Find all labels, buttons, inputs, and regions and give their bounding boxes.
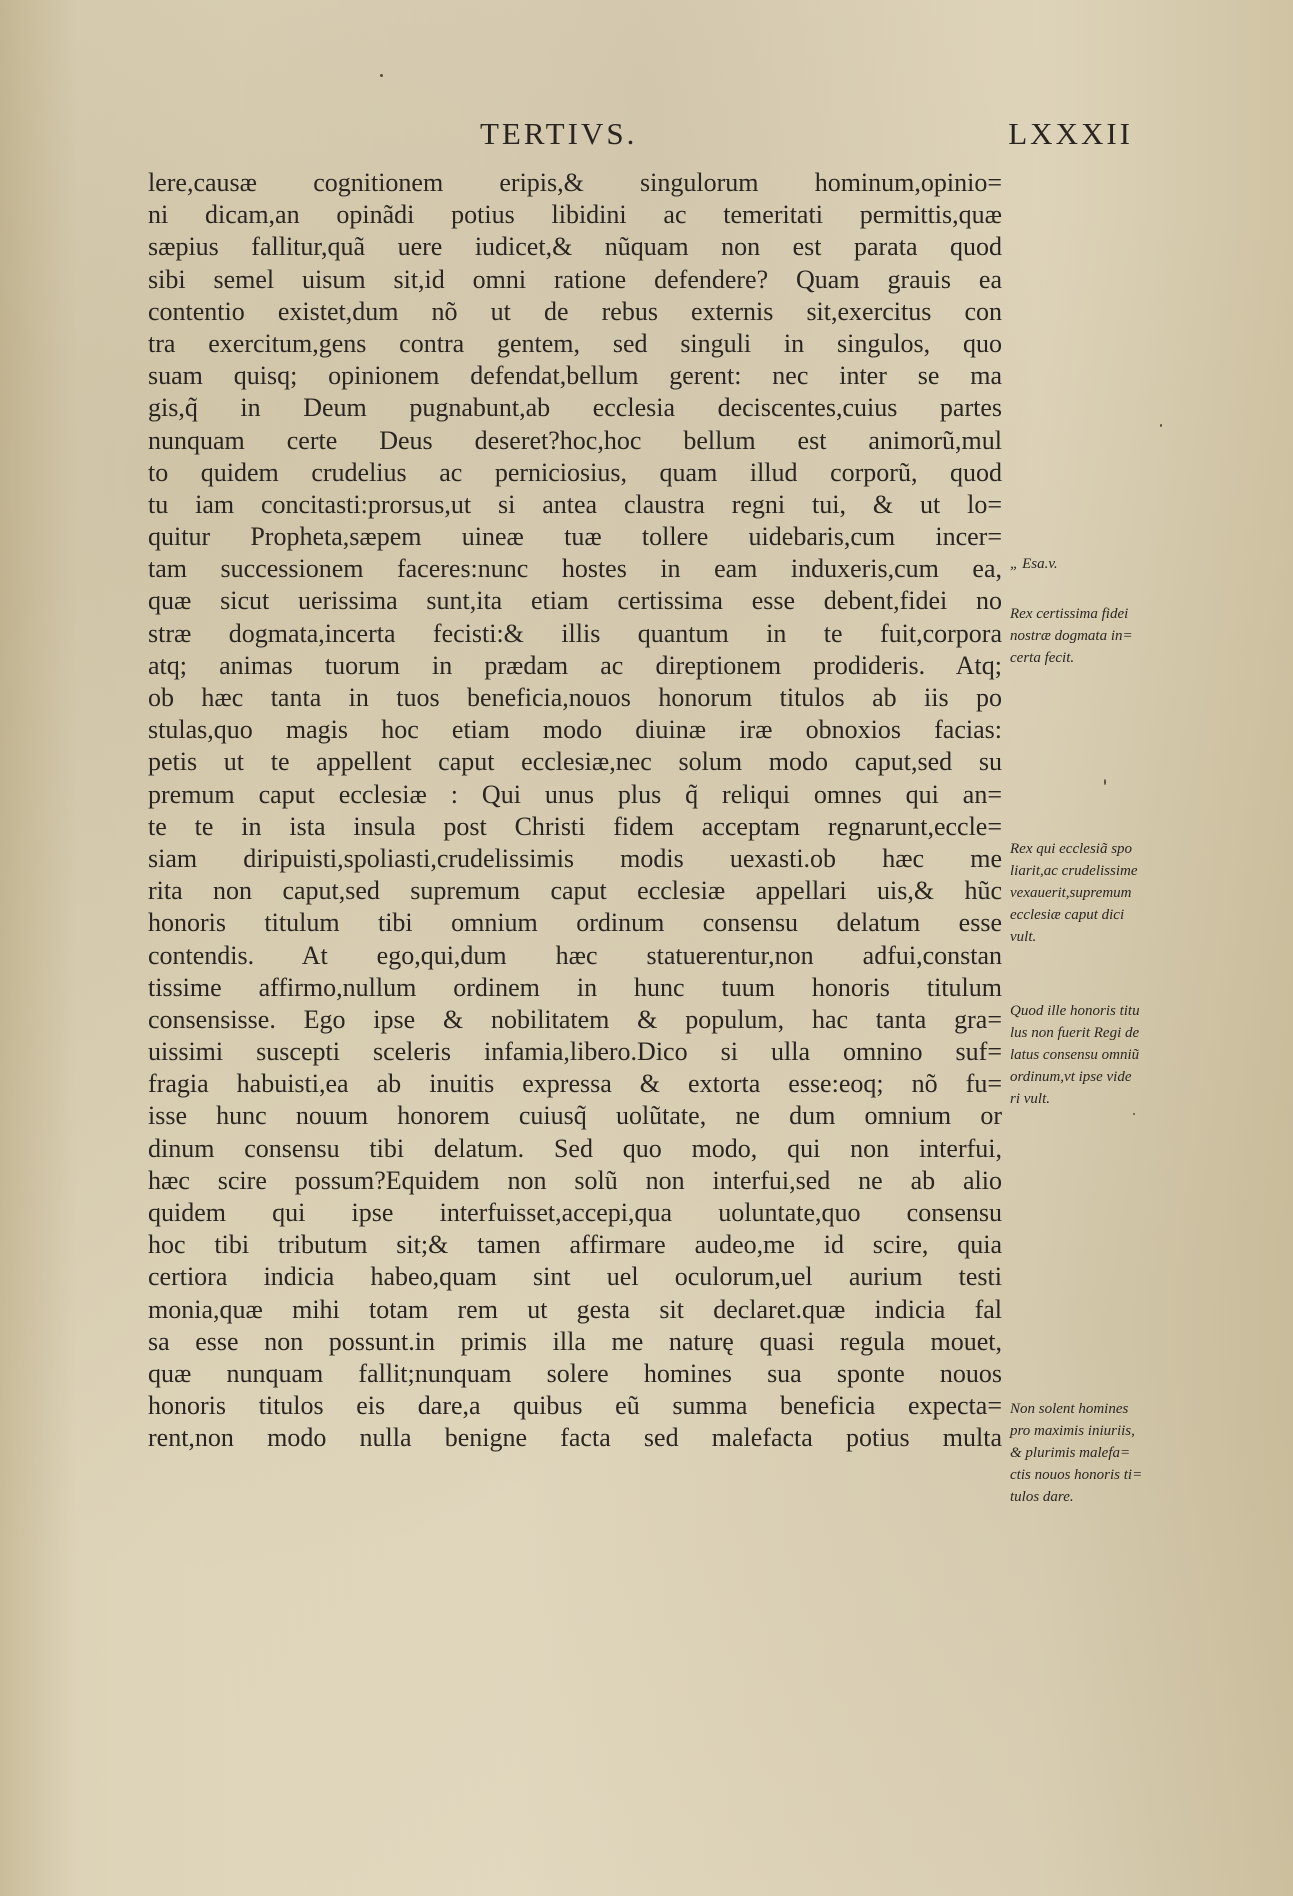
text-line: ob hæc tanta in tuos beneficia,nouos honorum titulos ab iis po <box>148 683 1002 712</box>
text-line: monia,quæ mihi totam rem ut gesta sit declaret.quæ indicia fal <box>148 1294 1002 1324</box>
margin-note-non-solent <box>1010 1398 1180 1508</box>
running-title: TERTIVS. <box>480 116 638 151</box>
margin-note-line: ecclesiæ caput dici <box>1010 907 1125 923</box>
text-line: tam successionem faceres:nunc hostes in eam induxeris,cum ea, <box>148 554 1002 584</box>
margin-note-line: nostræ dogmata in= <box>1010 628 1133 644</box>
ink-speck <box>1160 424 1162 427</box>
folio-number: LXXXII <box>1008 116 1133 151</box>
text-line: honoris titulos eis dare,a quibus eũ summa beneficia expecta= <box>148 1391 1002 1421</box>
margin-note-line: ctis nouos honoris ti= <box>1010 1467 1143 1483</box>
text-line: contentio existet,dum nõ ut de rebus externis sit,exercitus con <box>148 296 1002 326</box>
text-line: premum caput ecclesiæ : Qui unus plus q̃ reliqui omnes qui an= <box>148 779 1002 809</box>
margin-note-line: „ Esa.v. <box>1010 556 1058 572</box>
text-line: rent,non modo nulla benigne facta sed malefacta potius multa <box>148 1423 1002 1453</box>
text-line: stræ dogmata,incerta fecisti:& illis quantum in te fuit,corpora <box>148 618 1002 648</box>
text-line: consensisse. Ego ipse & nobilitatem & populum, hac tanta gra= <box>148 1004 1002 1034</box>
text-line: sibi semel uisum sit,id omni ratione defendere? Quam grauis ea <box>148 264 1002 294</box>
margin-note-line: Rex qui ecclesiã spo <box>1010 841 1133 857</box>
running-header <box>470 116 1133 160</box>
margin-note-honoris-titulus <box>1010 1000 1180 1110</box>
text-line: suam quisq; opinionem defendat,bellum gerent: nec inter se ma <box>148 361 1002 391</box>
main-text-block <box>148 167 1002 1455</box>
text-line: honoris titulum tibi omnium ordinum consensu delatum esse <box>148 908 1002 938</box>
text-line: tissime affirmo,nullum ordinem in hunc tuum honoris titulum <box>148 972 1002 1002</box>
text-line: nunquam certe Deus deseret?hoc,hoc bellum est animorũ,mul <box>148 425 1002 455</box>
text-line: tra exercitum,gens contra gentem, sed singuli in singulos, quo <box>148 328 1002 358</box>
text-line: hoc tibi tributum sit;& tamen affirmare audeo,me id scire, quia <box>148 1230 1002 1260</box>
text-line: quidem qui ipse interfuisset,accepi,qua uoluntate,quo consensu <box>148 1198 1002 1227</box>
text-line: certiora indicia habeo,quam sint uel oculorum,uel aurium testi <box>148 1262 1002 1292</box>
text-line: fragia habuisti,ea ab inuitis expressa & extorta esse:eoq; nõ fu= <box>148 1069 1002 1099</box>
ink-speck <box>1133 1113 1135 1115</box>
text-line: ni dicam,an opinãdi potius libidini ac temeritati permittis,quæ <box>148 200 1002 230</box>
text-line: uissimi suscepti sceleris infamia,libero.Dico si ulla omnino suf= <box>148 1037 1002 1067</box>
margin-note-line: Quod ille honoris titu <box>1010 1003 1140 1019</box>
text-line: tu iam concitasti:prorsus,ut si antea claustra regni tui, & ut lo= <box>148 489 1002 519</box>
text-line: isse hunc nouum honorem cuiusq̃ uolũtate, ne dum omnium or <box>148 1101 1002 1131</box>
text-line: to quidem crudelius ac perniciosius, quam illud corporũ, quod <box>148 457 1002 487</box>
text-line: lere,causæ cognitionem eripis,& singulorum hominum,opinio= <box>148 168 1002 197</box>
margin-note-line: liarit,ac crudelissime <box>1010 863 1138 879</box>
text-line: contendis. At ego,qui,dum hæc statuerentur,non adfui,constan <box>148 940 1002 970</box>
margin-note-line: vult. <box>1010 929 1037 945</box>
text-line: te te in ista insula post Christi fidem acceptam regnarunt,eccle= <box>148 811 1002 841</box>
ink-speck <box>380 74 383 77</box>
text-line: hæc scire possum?Equidem non solũ non interfui,sed ne ab alio <box>148 1165 1002 1195</box>
margin-note-line: ordinum,vt ipse vide <box>1010 1069 1132 1085</box>
text-line: quæ nunquam fallit;nunquam solere homines sua sponte nouos <box>148 1358 1002 1388</box>
text-line: atq; animas tuorum in prædam ac direptionem prodideris. Atq; <box>148 650 1002 680</box>
margin-note-line: tulos dare. <box>1010 1489 1074 1505</box>
margin-note-line: certa fecit. <box>1010 650 1075 666</box>
text-line: rita non caput,sed supremum caput ecclesiæ appellari uis,& hũc <box>148 876 1002 906</box>
margin-note-line: vexauerit,supremum <box>1010 885 1132 901</box>
text-line: quitur Propheta,sæpem uineæ tuæ tollere uidebaris,cum incer= <box>148 522 1002 552</box>
ink-speck <box>1104 779 1106 785</box>
margin-note-line: lus non fuerit Regi de <box>1010 1025 1140 1041</box>
text-line: petis ut te appellent caput ecclesiæ,nec solum modo caput,sed su <box>148 747 1002 777</box>
margin-note-line: Rex certissima fidei <box>1010 606 1129 622</box>
text-line: siam diripuisti,spoliasti,crudelissimis modis uexasti.ob hæc me <box>148 843 1002 873</box>
text-line: dinum consensu tibi delatum. Sed quo modo, qui non interfui, <box>148 1133 1002 1163</box>
text-line: gis,q̃ in Deum pugnabunt,ab ecclesia deciscentes,cuius partes <box>148 393 1002 423</box>
margin-note-supremum-caput <box>1010 838 1180 948</box>
margin-note-line: Non solent homines <box>1010 1401 1129 1417</box>
text-line: quæ sicut uerissima sunt,ita etiam certissima esse debent,fidei no <box>148 586 1002 616</box>
margin-note-line: & plurimis malefa= <box>1010 1445 1131 1461</box>
margin-note-fidei-dogmata <box>1010 603 1180 669</box>
margin-note-esaias <box>1010 553 1180 575</box>
text-line: sæpius fallitur,quã uere iudicet,& nũquam non est parata quod <box>148 232 1002 262</box>
text-line: stulas,quo magis hoc etiam modo diuinæ iræ obnoxios facias: <box>148 715 1002 745</box>
text-line: sa esse non possunt.in primis illa me naturę quasi regula mouet, <box>148 1326 1002 1356</box>
margin-note-line: pro maximis iniuriis, <box>1010 1423 1135 1439</box>
margin-note-line: ri vult. <box>1010 1091 1050 1107</box>
margin-note-line: latus consensu omniũ <box>1010 1047 1140 1063</box>
